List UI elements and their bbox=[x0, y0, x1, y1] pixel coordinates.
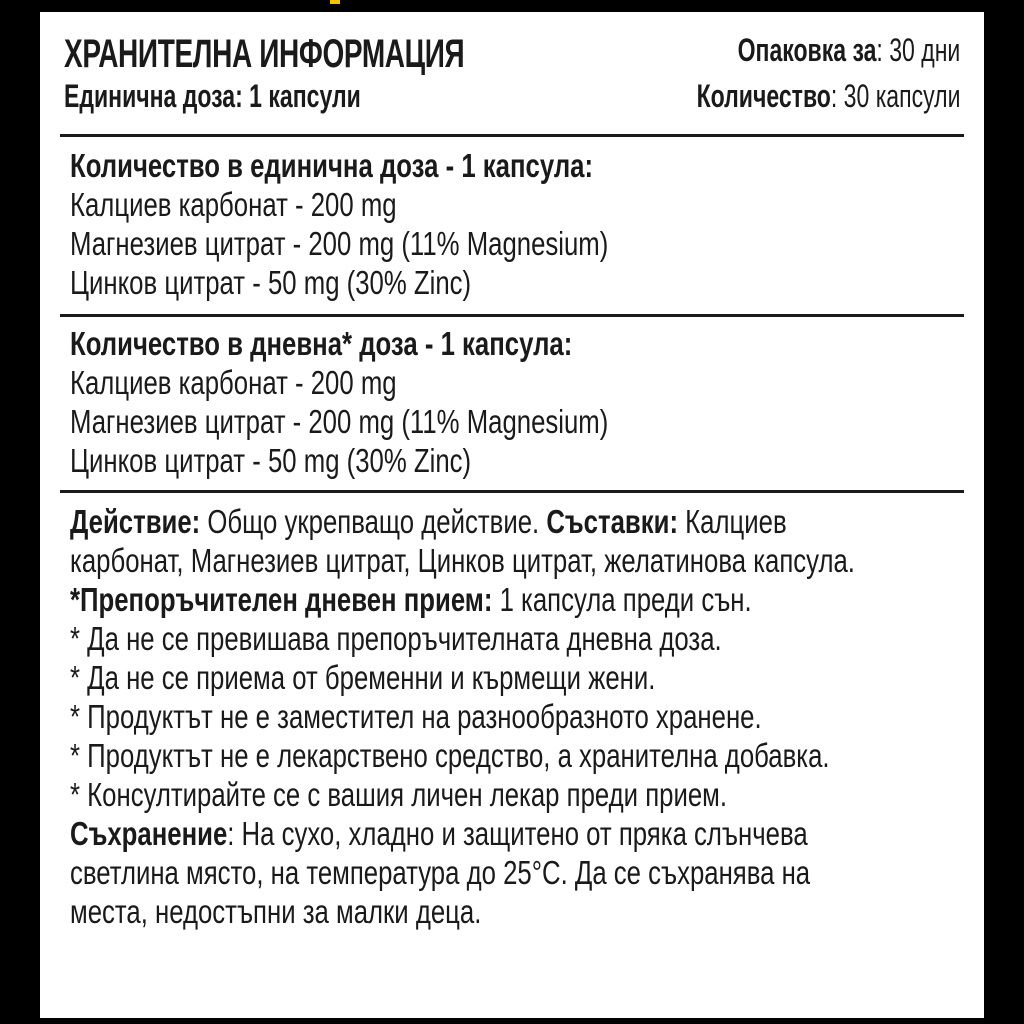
daily-dose-section bbox=[70, 324, 960, 480]
unit-dose-section bbox=[70, 146, 960, 302]
ingredients-label: Съставки: bbox=[546, 503, 679, 540]
warning-text: * Консултирайте се с вашия личен лекар преди прием. bbox=[70, 776, 727, 813]
ingredients-text-1: Калциев bbox=[678, 503, 787, 540]
unit-dose-item bbox=[70, 185, 960, 224]
storage-text-2: светлина място, на температура до 25°С. Да се съхранява на bbox=[70, 854, 811, 891]
storage-label: Съхранение bbox=[70, 815, 228, 852]
nutrition-label-panel bbox=[40, 12, 984, 1018]
daily-dose-item-text: Магнезиев цитрат - 200 mg (11% Magnesium) bbox=[70, 403, 609, 440]
package-info bbox=[651, 32, 960, 69]
unit-dose-item bbox=[70, 263, 960, 302]
warning-line bbox=[70, 697, 960, 736]
unit-dose-title-line bbox=[70, 146, 960, 185]
storage-line bbox=[70, 853, 960, 892]
warning-text: * Продуктът не е лекарствено средство, а хранителна добавка. bbox=[70, 737, 830, 774]
action-line bbox=[70, 502, 960, 541]
warning-line bbox=[70, 736, 960, 775]
warning-line bbox=[70, 619, 960, 658]
warning-line bbox=[70, 658, 960, 697]
ingredients-text-2: карбонат, Магнезиев цитрат, Цинков цитрат, желатинова капсула. bbox=[70, 542, 855, 579]
storage-line bbox=[70, 892, 960, 931]
divider-3 bbox=[60, 490, 964, 493]
daily-dose-title: Количество в дневна* доза - 1 капсула: bbox=[70, 325, 573, 362]
unit-dose-item-text: Калциев карбонат - 200 mg bbox=[70, 186, 397, 223]
divider-1 bbox=[60, 134, 964, 137]
warning-text: * Продуктът не е заместител на разнообразното хранене. bbox=[70, 698, 762, 735]
warning-text: * Да не се приема от бременни и кърмещи жени. bbox=[70, 659, 656, 696]
unit-dose-title: Количество в единична доза - 1 капсула: bbox=[70, 147, 594, 184]
title-wrap bbox=[64, 32, 636, 77]
unit-dose-label: Единична доза: 1 капсули bbox=[64, 78, 361, 114]
divider-2 bbox=[60, 314, 964, 317]
storage-line-text bbox=[70, 814, 808, 853]
ingredients-line bbox=[70, 541, 960, 580]
quantity-info-text bbox=[696, 78, 960, 115]
recommended-line bbox=[70, 580, 960, 619]
daily-dose-item bbox=[70, 402, 960, 441]
recommended-line-text bbox=[70, 580, 752, 619]
daily-dose-title-line bbox=[70, 324, 960, 363]
quantity-value: : 30 капсули bbox=[830, 78, 960, 114]
storage-text-3: места, недостъпни за малки деца. bbox=[70, 893, 482, 930]
daily-dose-item bbox=[70, 441, 960, 480]
quantity-info bbox=[594, 78, 960, 115]
package-value: : 30 дни bbox=[876, 32, 960, 68]
label-header bbox=[64, 32, 960, 144]
recommended-label: *Препоръчителен дневен прием: bbox=[70, 581, 493, 618]
action-text: Общо укрепващо действие. bbox=[200, 503, 547, 540]
unit-dose-item bbox=[70, 224, 960, 263]
warning-line bbox=[70, 775, 960, 814]
info-section bbox=[70, 502, 960, 931]
unit-dose-item-text: Цинков цитрат - 50 mg (30% Zinc) bbox=[70, 264, 472, 301]
label-title: ХРАНИТЕЛНА ИНФОРМАЦИЯ bbox=[64, 32, 465, 76]
unit-dose-item-text: Магнезиев цитрат - 200 mg (11% Magnesium) bbox=[70, 225, 609, 262]
quantity-label: Количество bbox=[696, 78, 831, 114]
action-line-text bbox=[70, 502, 787, 541]
package-info-text bbox=[737, 32, 960, 69]
package-label: Опаковка за bbox=[737, 32, 877, 68]
warning-text: * Да не се превишава препоръчителната дневна доза. bbox=[70, 620, 722, 657]
daily-dose-item-text: Калциев карбонат - 200 mg bbox=[70, 364, 397, 401]
daily-dose-item-text: Цинков цитрат - 50 mg (30% Zinc) bbox=[70, 442, 472, 479]
storage-text-1: : На сухо, хладно и защитено от пряка слънчева bbox=[227, 815, 808, 852]
storage-line bbox=[70, 814, 960, 853]
action-label: Действие: bbox=[70, 503, 201, 540]
recommended-text: 1 капсула преди сън. bbox=[492, 581, 752, 618]
header-row-2 bbox=[64, 78, 960, 122]
yellow-accent-strip bbox=[330, 0, 340, 4]
daily-dose-item bbox=[70, 363, 960, 402]
header-row-1 bbox=[64, 32, 960, 76]
dose-wrap bbox=[64, 78, 476, 115]
